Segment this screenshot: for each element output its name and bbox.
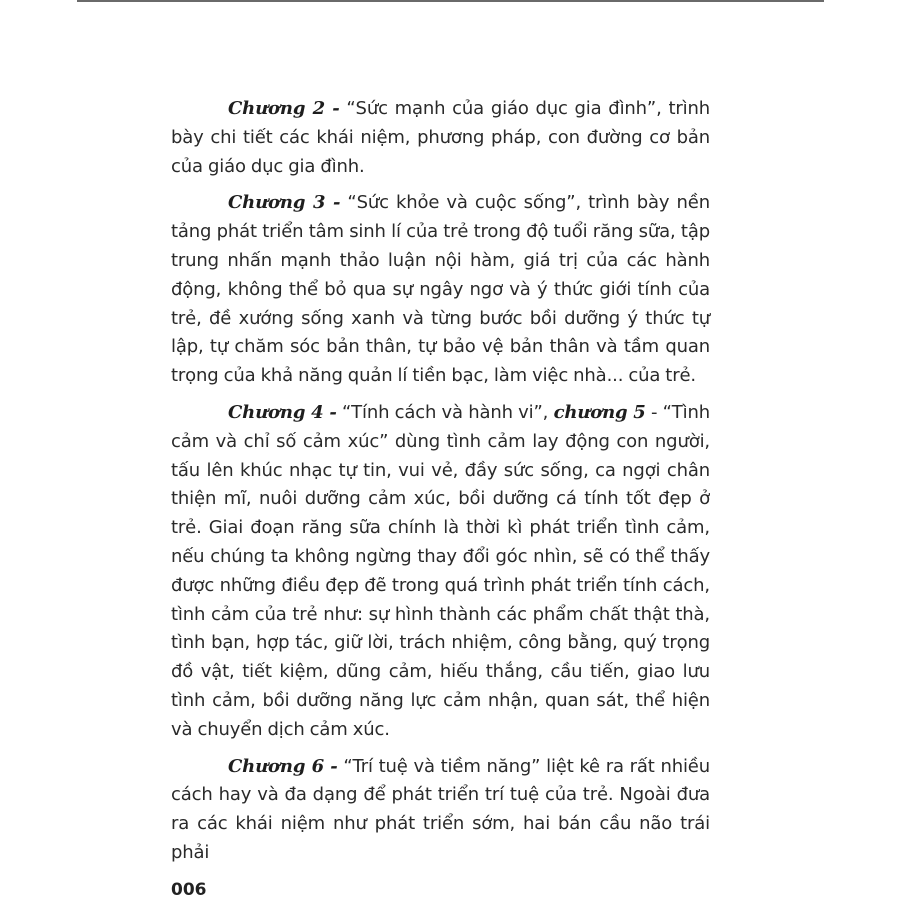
paragraph-text: “Sức mạnh của giáo dục gia đình”, trình bày chi tiết các khái niệm, phương pháp, con đường cơ bản của giáo dục gia đình. <box>171 98 710 177</box>
chapter-label: chương 5 <box>553 401 646 423</box>
paragraph-text: “Sức khỏe và cuộc sống”, trình bày nền tảng phát triển tâm sinh lí của trẻ trong độ tuổi răng sữa, tập trung nhấn mạnh thảo luận nội hàm, giá trị của các hành động, không thể bỏ qua sự ngây ngơ và ý thức giới tính của trẻ, đề xướng sống xanh và từng bước bồi dưỡng ý thức tự lập, tự chăm sóc bản thân, tự bảo vệ bản thân và tầm quan trọng của khả năng quản lí tiền bạc, làm việc nhà... của trẻ. <box>171 192 710 387</box>
paragraph-chapter-3 <box>171 189 710 391</box>
page-number: 006 <box>171 880 207 900</box>
book-body-text <box>171 95 710 868</box>
chapter-label: Chương 4 - <box>228 401 337 423</box>
chapter-label: Chương 6 - <box>228 755 338 777</box>
top-rule <box>77 0 824 2</box>
paragraph-chapter-2 <box>171 95 710 181</box>
paragraph-text: “Trí tuệ và tiềm năng” liệt kê ra rất nhiều cách hay và đa dạng để phát triển trí tuệ của trẻ. Ngoài đưa ra các khái niệm như phát triển sớm, hai bán cầu não trái phải <box>171 755 710 863</box>
paragraph-chapter-6 <box>171 753 710 868</box>
chapter-label: Chương 3 - <box>228 192 341 214</box>
paragraph-chapter-4-5 <box>171 399 710 745</box>
chapter-label: Chương 2 - <box>228 98 340 119</box>
paragraph-text: “Tính cách và hành vi”, <box>336 401 554 423</box>
paragraph-text: - “Tình cảm và chỉ số cảm xúc” dùng tình cảm lay động con người, tấu lên khúc nhạc tự tin, vui vẻ, đầy sức sống, ca ngợi chân thiện mĩ, nuôi dưỡng cảm xúc, bồi dưỡng cá tính tốt đẹp ở trẻ. Giai đoạn răng sữa chính là thời kì phát triển tình cảm, nếu chúng ta không ngừng thay đổi góc nhìn, sẽ có thể thấy được những điều đẹp đẽ trong quá trình phát triển tính cách, tình cảm của trẻ như: sự hình thành các phẩm chất thật thà, tình bạn, hợp tác, giữ lời, trách nhiệm, công bằng, quý trọng đồ vật, tiết kiệm, dũng cảm, hiếu thắng, cầu tiến, giao lưu tình cảm, bồi dưỡng năng lực cảm nhận, quan sát, thể hiện và chuyển dịch cảm xúc. <box>171 401 710 740</box>
